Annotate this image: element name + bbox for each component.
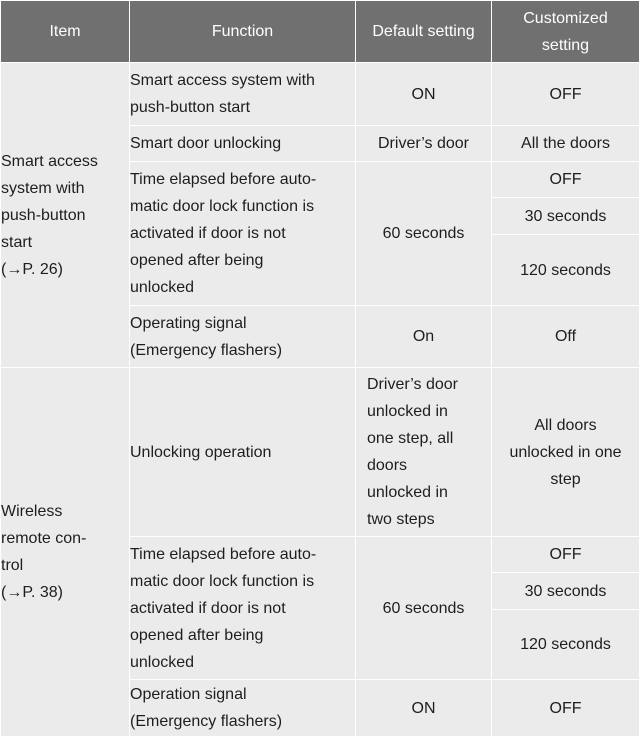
customized-cell: OFF bbox=[492, 680, 640, 737]
function-cell bbox=[130, 63, 356, 126]
item-line: remote con- bbox=[1, 530, 87, 547]
function-cell bbox=[130, 680, 356, 737]
header-item: Item bbox=[1, 1, 130, 63]
default-cell bbox=[356, 368, 492, 537]
default-cell: Driver’s door bbox=[356, 126, 492, 162]
default-line: one step, all bbox=[367, 430, 454, 447]
customized-cell: 30 seconds bbox=[492, 198, 640, 235]
header-customized-setting bbox=[492, 1, 640, 63]
customized-cell bbox=[492, 368, 640, 537]
item-line: Smart access bbox=[1, 152, 98, 170]
default-cell: 60 seconds bbox=[356, 537, 492, 680]
item-line: system with bbox=[1, 179, 85, 197]
customized-cell: Off bbox=[492, 306, 640, 368]
function-line: activated if door is not bbox=[130, 225, 286, 242]
default-line: Driver’s door bbox=[367, 376, 458, 393]
customized-cell: All the doors bbox=[492, 126, 640, 162]
customized-cell: OFF bbox=[492, 63, 640, 126]
function-line: Smart door unlocking bbox=[130, 135, 282, 152]
function-line: unlocked bbox=[130, 279, 195, 296]
customized-line: All doors bbox=[534, 416, 597, 434]
function-line: unlocked bbox=[130, 653, 195, 671]
function-line: (Emergency flashers) bbox=[130, 713, 283, 730]
function-line: Time elapsed before auto- bbox=[130, 545, 317, 563]
default-line: doors bbox=[367, 457, 408, 474]
default-line: unlocked in bbox=[367, 403, 448, 420]
function-line: Time elapsed before auto- bbox=[130, 171, 317, 188]
customized-cell: OFF bbox=[492, 162, 640, 198]
item-line: Wireless bbox=[1, 503, 63, 520]
function-line: matic door lock function is bbox=[130, 198, 315, 215]
header-row bbox=[1, 1, 640, 63]
customized-line: unlocked in one bbox=[509, 443, 622, 461]
item-wireless-remote bbox=[1, 368, 130, 737]
default-cell: On bbox=[356, 306, 492, 368]
function-cell bbox=[130, 162, 356, 306]
customized-cell: OFF bbox=[492, 537, 640, 573]
function-line: Operating signal bbox=[130, 314, 247, 332]
customized-line: step bbox=[550, 470, 581, 488]
function-line: matic door lock function is bbox=[130, 572, 315, 590]
item-smart-access bbox=[1, 63, 130, 368]
header-function: Function bbox=[130, 1, 356, 63]
function-cell bbox=[130, 306, 356, 368]
default-cell: 60 seconds bbox=[356, 162, 492, 306]
header-customized-line: setting bbox=[541, 36, 590, 54]
function-line: Smart access system with bbox=[130, 72, 315, 89]
function-line: Unlocking operation bbox=[130, 443, 272, 461]
function-line: opened after being bbox=[130, 252, 264, 269]
function-cell bbox=[130, 126, 356, 162]
customized-cell: 120 seconds bbox=[492, 235, 640, 306]
function-cell bbox=[130, 537, 356, 680]
table-row bbox=[1, 63, 640, 126]
default-cell: ON bbox=[356, 680, 492, 737]
function-line: Operation signal bbox=[130, 686, 247, 703]
item-line: trol bbox=[1, 557, 24, 574]
customized-cell: 120 seconds bbox=[492, 610, 640, 680]
header-customized-line: Customized bbox=[523, 9, 608, 27]
default-cell: ON bbox=[356, 63, 492, 126]
function-line: push-button start bbox=[130, 99, 251, 116]
default-line: two steps bbox=[367, 511, 435, 528]
item-line: push-button bbox=[1, 206, 86, 224]
function-cell bbox=[130, 368, 356, 537]
header-default-setting: Default setting bbox=[356, 1, 492, 63]
table-row bbox=[1, 368, 640, 537]
default-line: unlocked in bbox=[367, 484, 448, 501]
function-line: opened after being bbox=[130, 626, 264, 644]
function-line: (Emergency flashers) bbox=[130, 341, 283, 359]
customized-cell: 30 seconds bbox=[492, 573, 640, 610]
item-page-ref: (→P. 26) bbox=[1, 260, 63, 278]
item-line: start bbox=[1, 233, 33, 251]
function-line: activated if door is not bbox=[130, 599, 286, 617]
item-page-ref: (→P. 38) bbox=[1, 584, 63, 601]
